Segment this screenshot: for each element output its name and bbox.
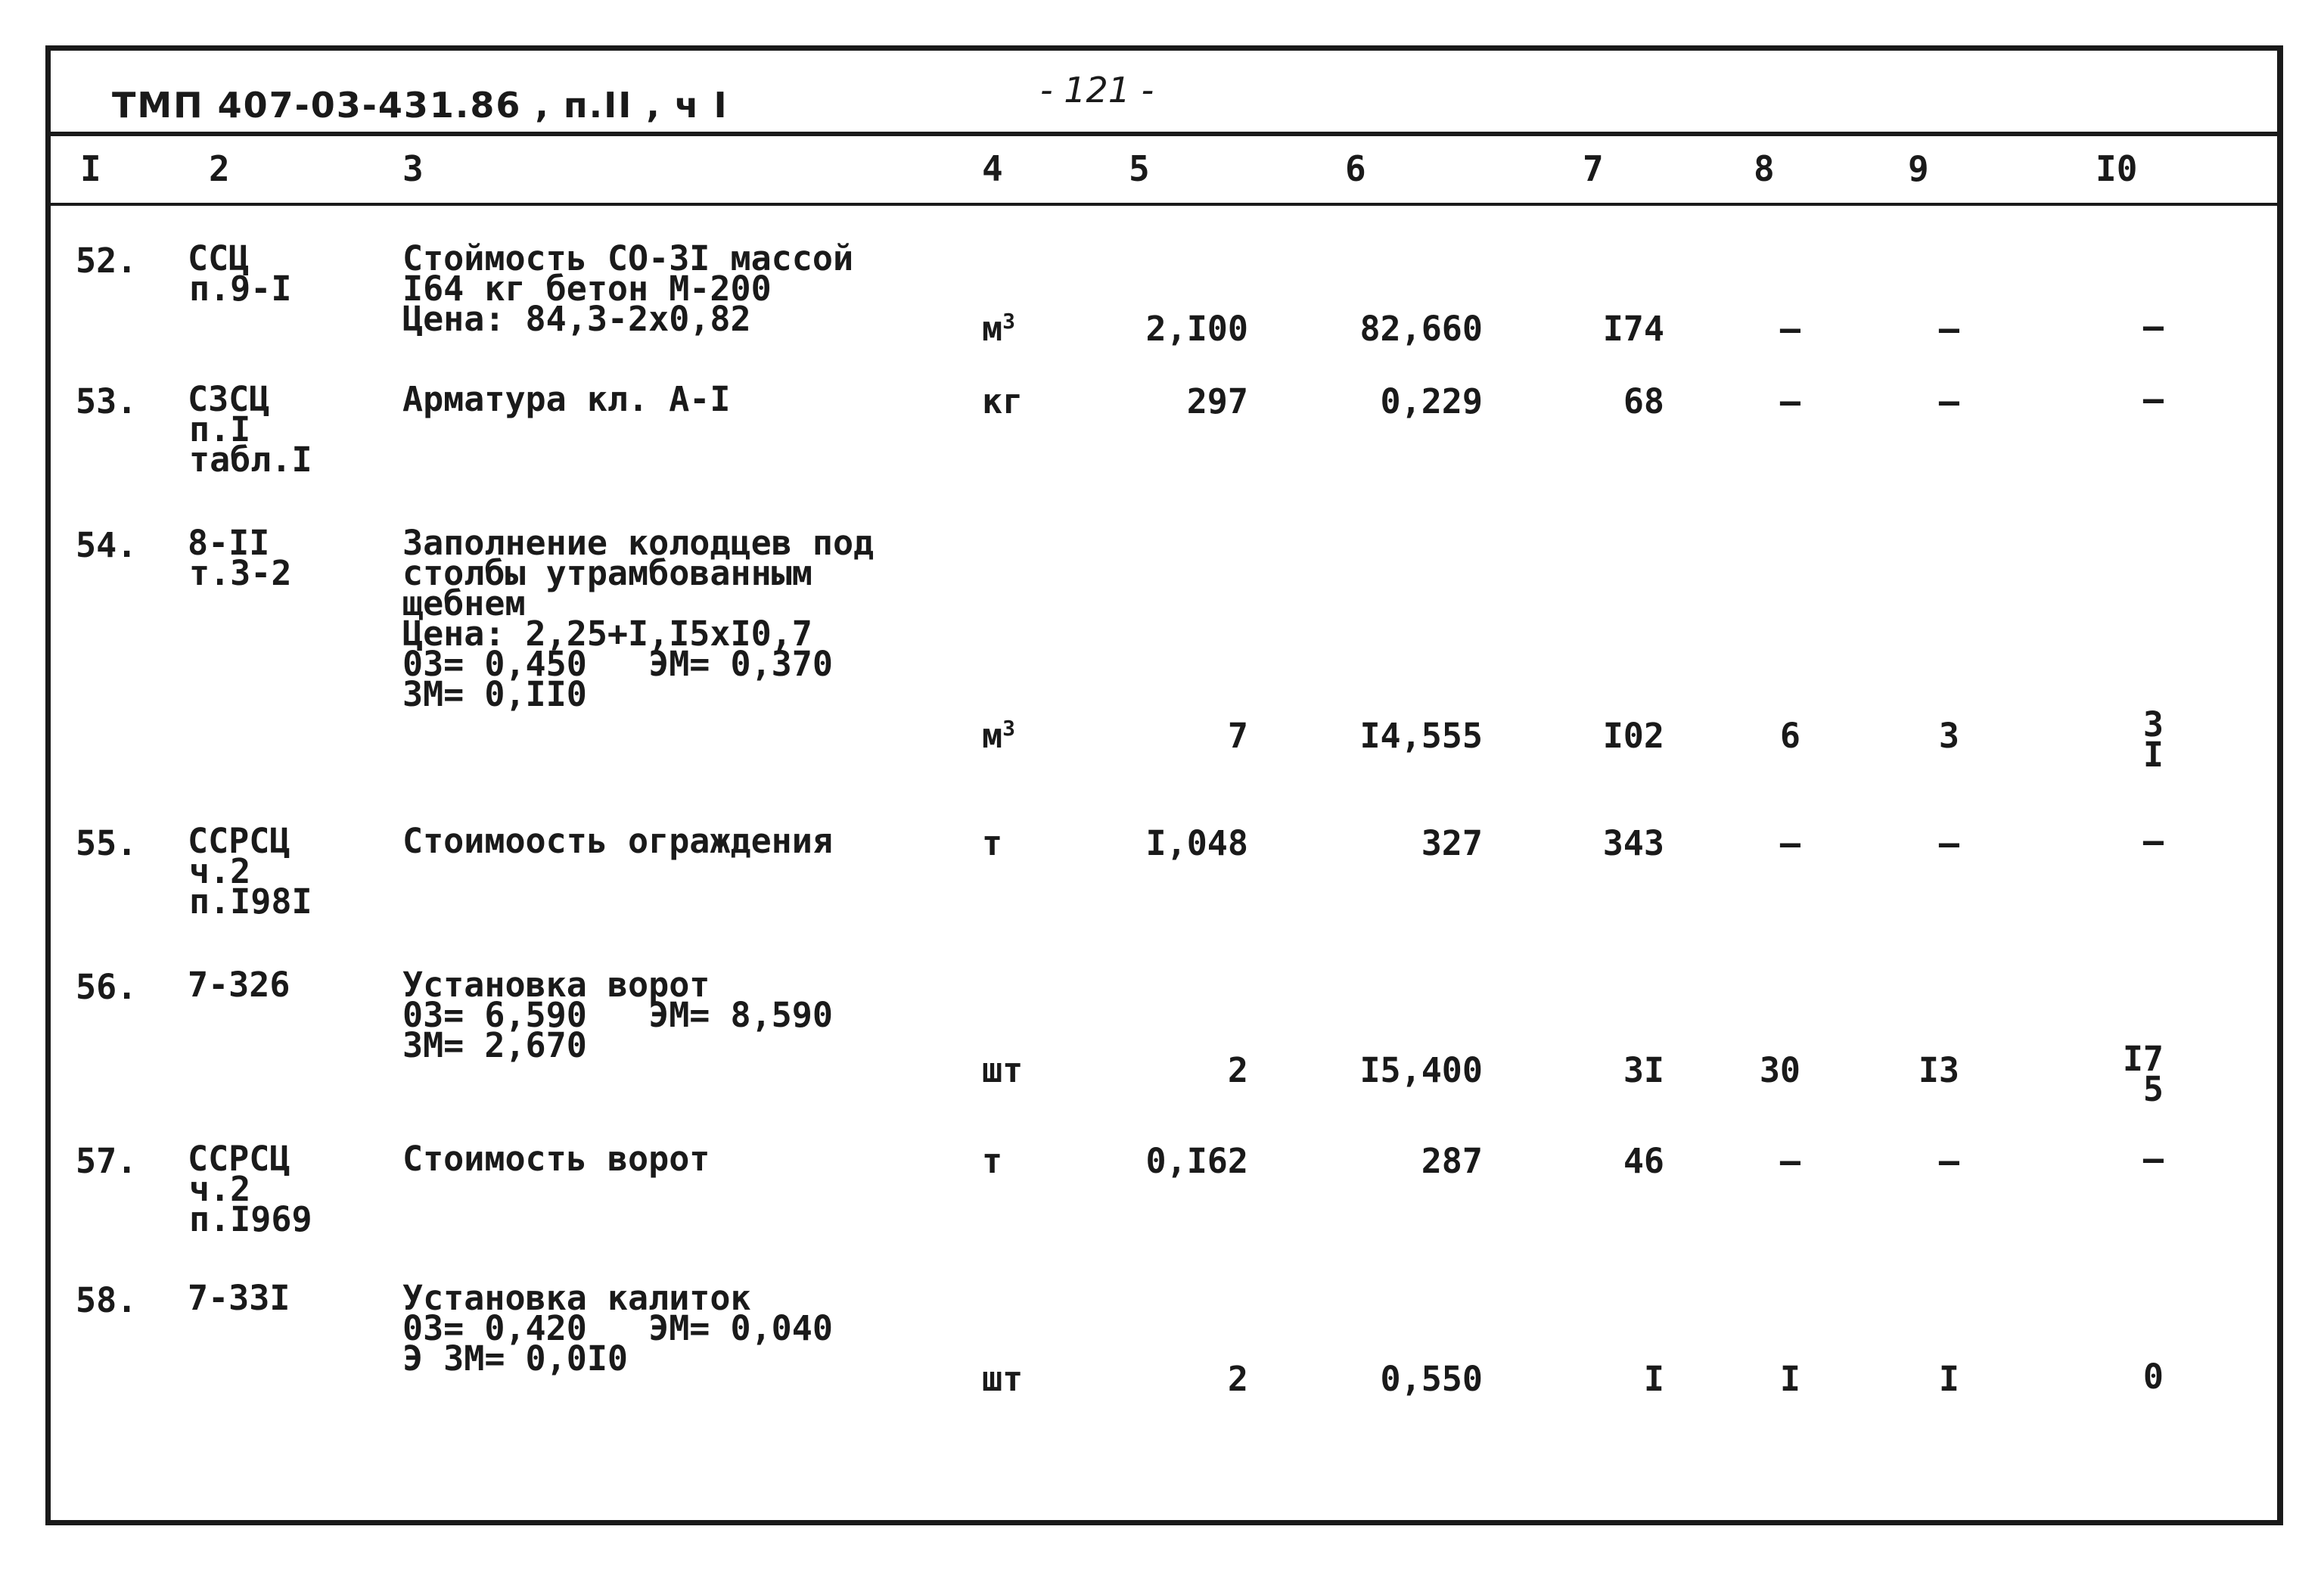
row-col8: 30 [1759, 1050, 1800, 1090]
row-code-line: 7-33I [188, 1278, 290, 1318]
row-total: 343 [1602, 823, 1664, 863]
row-description [402, 821, 833, 861]
row-code-line: т.3-2 [189, 553, 292, 593]
row-description-line: столбы утрамбованным [402, 553, 812, 593]
row-total: I74 [1602, 309, 1664, 349]
row-unit-text: шт [982, 1050, 1024, 1090]
row-unit [982, 1050, 1024, 1090]
column-header-3: 3 [402, 148, 424, 189]
row-col9: I [1938, 1359, 1959, 1399]
row-unit-price: I5,400 [1359, 1050, 1483, 1090]
row-code-line: ССЦ [188, 238, 250, 278]
row-description-line: Установка ворот [402, 965, 710, 1005]
row-col10 [2073, 704, 2164, 775]
row-code [188, 523, 292, 593]
document-code: ТМП 407-03-431.86 , п.II , ч I [112, 85, 729, 126]
row-quantity: 297 [1186, 381, 1248, 421]
row-code-line: п.I969 [189, 1199, 312, 1239]
row-description-line: 03= 6,590 ЭМ= 8,590 [402, 995, 833, 1035]
row-quantity: 2,I00 [1145, 309, 1248, 349]
row-col10 [2073, 821, 2164, 861]
row-col10 [2073, 1357, 2164, 1397]
row-quantity: 0,I62 [1145, 1141, 1248, 1181]
row-total: 3I [1623, 1050, 1664, 1090]
row-code-line: ч.2 [189, 851, 251, 891]
row-unit-price: 0,550 [1380, 1359, 1483, 1399]
row-unit [982, 309, 1015, 349]
row-description [402, 238, 854, 339]
column-header-8: 8 [1754, 148, 1775, 189]
row-unit-price: 0,229 [1380, 381, 1483, 421]
row-unit [982, 381, 1024, 421]
row-col10-line: 3 [2142, 704, 2164, 745]
column-header-5: 5 [1129, 148, 1150, 189]
row-unit-price: 82,660 [1359, 309, 1483, 349]
column-header-2: 2 [209, 148, 230, 189]
row-col8: – [1779, 1141, 1800, 1181]
row-description-line: 3М= 2,670 [402, 1025, 587, 1065]
row-description-line: 03= 0,450 ЭМ= 0,370 [402, 644, 833, 684]
row-description-line: Стоймость СО-3I массой [402, 238, 854, 278]
row-unit [982, 823, 1003, 863]
row-col10 [2073, 1139, 2164, 1179]
row-code-line: ССРСЦ [188, 1139, 290, 1179]
row-total: I02 [1602, 716, 1664, 756]
column-header-4: 4 [982, 148, 1003, 189]
document-frame [45, 45, 2283, 1525]
row-unit-superscript: 3 [1002, 309, 1015, 334]
row-unit-text: т [982, 1141, 1003, 1181]
row-col9: – [1938, 309, 1959, 349]
page-number: - 121 - [1040, 70, 1154, 110]
row-unit [982, 716, 1015, 756]
row-unit-text: м [982, 309, 1003, 349]
row-unit-text: кг [982, 381, 1024, 421]
row-col9: 3 [1938, 716, 1959, 756]
row-description-line: Цена: 2,25+I,I5хI0,7 [402, 614, 812, 654]
row-code [188, 238, 292, 309]
row-col10 [2073, 306, 2164, 347]
row-description [402, 379, 731, 419]
row-code [188, 1278, 290, 1318]
row-number: 56. [76, 967, 138, 1007]
row-unit-price: 327 [1421, 823, 1483, 863]
row-total: 46 [1623, 1141, 1664, 1181]
row-description-line: Стоимоость ограждения [402, 821, 833, 861]
column-header-9: 9 [1908, 148, 1929, 189]
row-col9: – [1938, 823, 1959, 863]
row-col10-line: I7 [2122, 1039, 2164, 1079]
row-col10-line: – [2142, 379, 2164, 419]
row-unit-text: шт [982, 1359, 1024, 1399]
column-header-10: I0 [2096, 148, 2138, 189]
row-number: 57. [76, 1141, 138, 1181]
row-code [188, 821, 312, 922]
row-col10-line: 0 [2142, 1357, 2164, 1397]
row-code-line: п.I [189, 409, 251, 449]
row-col10 [2073, 1039, 2164, 1109]
row-code [188, 1139, 312, 1239]
row-unit-text: т [982, 823, 1003, 863]
row-unit-superscript: 3 [1002, 716, 1015, 741]
row-unit [982, 1359, 1024, 1399]
column-header-6: 6 [1345, 148, 1366, 189]
row-col10-line: – [2142, 821, 2164, 861]
row-col10 [2073, 379, 2164, 419]
row-total: I [1643, 1359, 1664, 1399]
row-code-line: ч.2 [189, 1169, 251, 1209]
row-code-line: п.I98I [189, 881, 312, 922]
row-col9: I3 [1918, 1050, 1959, 1090]
row-description-line: Установка калиток [402, 1278, 751, 1318]
row-unit [982, 1141, 1003, 1181]
row-col8: – [1779, 381, 1800, 421]
row-code-line: С3СЦ [188, 379, 270, 419]
row-description-line: I64 кг бетон М-200 [402, 269, 772, 309]
row-col10-line: – [2142, 306, 2164, 347]
row-quantity: 2 [1227, 1359, 1248, 1399]
row-description-line: Стоимость ворот [402, 1139, 710, 1179]
row-code [188, 379, 312, 480]
row-quantity: I,048 [1145, 823, 1248, 863]
row-unit-text: м [982, 716, 1003, 756]
row-code-line: 8-II [188, 523, 270, 563]
column-header-7: 7 [1583, 148, 1604, 189]
row-unit-price: I4,555 [1359, 716, 1483, 756]
row-quantity: 2 [1227, 1050, 1248, 1090]
row-code-line: 7-326 [188, 965, 290, 1005]
row-description-line: 3М= 0,II0 [402, 674, 587, 714]
row-number: 55. [76, 823, 138, 863]
row-total: 68 [1623, 381, 1664, 421]
row-description-line: Арматура кл. А-I [402, 379, 731, 419]
header-bottom-rule [45, 203, 2283, 206]
row-description-line: Заполнение колодцев под [402, 523, 875, 563]
row-description-line: Э 3М= 0,0I0 [402, 1338, 629, 1379]
row-col9: – [1938, 1141, 1959, 1181]
row-description [402, 523, 875, 714]
row-col10-line: – [2142, 1139, 2164, 1179]
row-col8: I [1779, 1359, 1800, 1399]
row-col8: 6 [1779, 716, 1800, 756]
header-top-rule [45, 132, 2283, 136]
row-quantity: 7 [1227, 716, 1248, 756]
row-number: 53. [76, 381, 138, 421]
row-col8: – [1779, 823, 1800, 863]
row-description [402, 1278, 833, 1379]
row-code-line: табл.I [189, 440, 312, 480]
row-col8: – [1779, 309, 1800, 349]
row-description-line: 03= 0,420 ЭМ= 0,040 [402, 1308, 833, 1348]
row-col9: – [1938, 381, 1959, 421]
row-description-line: щебнем [402, 583, 526, 623]
column-header-1: I [80, 148, 101, 189]
row-description [402, 965, 833, 1065]
row-description [402, 1139, 710, 1179]
row-description-line: Цена: 84,3-2х0,82 [402, 299, 751, 339]
row-col10-line: I [2142, 735, 2164, 775]
row-number: 52. [76, 241, 138, 281]
row-code-line: ССРСЦ [188, 821, 290, 861]
row-number: 54. [76, 525, 138, 565]
row-col10-line: 5 [2142, 1069, 2164, 1109]
row-number: 58. [76, 1280, 138, 1320]
row-unit-price: 287 [1421, 1141, 1483, 1181]
row-code-line: п.9-I [189, 269, 292, 309]
row-code [188, 965, 290, 1005]
